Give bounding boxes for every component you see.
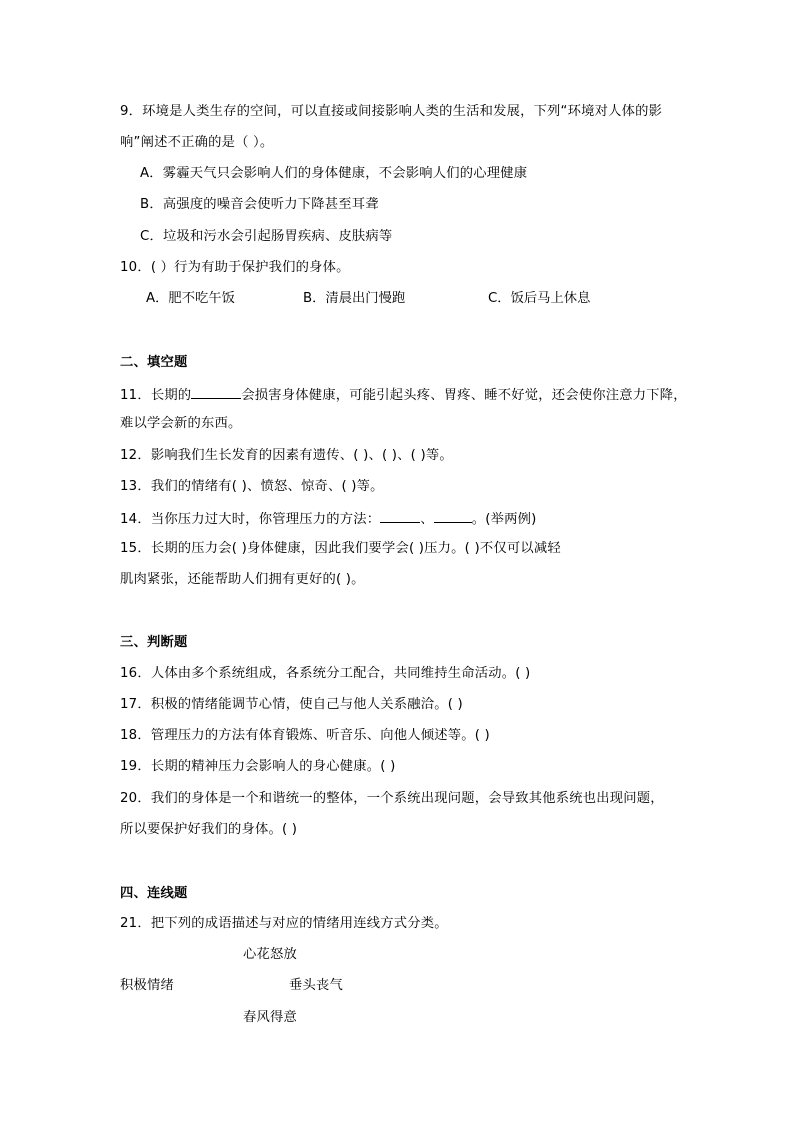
q14-blank-2 (434, 508, 472, 523)
q11-line2: 难以学会新的东西。 (120, 416, 242, 431)
q10-option-b: B．清晨出门慢跑 (303, 291, 406, 306)
idiom-2: 垂头丧气 (289, 978, 343, 993)
q14-text-b: 。(举两例) (471, 512, 537, 527)
q14-text-a: 14．当你压力过大时，你管理压力的方法： (120, 512, 381, 527)
category-positive-emotion: 积极情绪 (120, 978, 174, 993)
q10-option-c: C．饭后马上休息 (488, 291, 591, 306)
section-heading-true-false: 三、判断题 (120, 635, 188, 650)
q10-stem: 10．( ）行为有助于保护我们的身体。 (120, 260, 350, 275)
q17: 17．积极的情绪能调节心情，使自己与他人关系融洽。( ) (120, 697, 463, 712)
section-heading-fill-blank: 二、填空题 (120, 355, 188, 370)
q9-stem-line1: 9．环境是人类生存的空间，可以直接或间接影响人类的生活和发展，下列“环境对人体的影 (120, 104, 663, 119)
q14-separator: 、 (420, 512, 434, 527)
idiom-1: 心花怒放 (243, 947, 297, 962)
q14 (120, 508, 537, 530)
q9-option-a: A．雾霾天气只会影响人们的身体健康，不会影响人们的心理健康 (140, 166, 528, 181)
q11-blank (191, 384, 241, 399)
q20-line1: 20．我们的身体是一个和谐统一的整体，一个系统出现问题，会导致其他系统也出现问题， (120, 791, 664, 806)
q19: 19．长期的精神压力会影响人的身心健康。( ) (120, 759, 396, 774)
q20-line2: 所以要保护好我们的身体。( ) (120, 822, 298, 837)
q9-option-b: B．高强度的噪音会使听力下降甚至耳聋 (140, 197, 379, 212)
q11-text-b: 会损害身体健康，可能引起头疼、胃疼、睡不好觉，还会使你注意力下降， (241, 388, 687, 403)
q9-option-c: C．垃圾和污水会引起肠胃疾病、皮肤病等 (140, 229, 393, 244)
q11-line1 (120, 384, 687, 406)
q21-stem: 21．把下列的成语描述与对应的情绪用连线方式分类。 (120, 916, 448, 931)
idiom-3: 春风得意 (243, 1010, 297, 1025)
q14-blank-1 (380, 508, 420, 523)
q15-line1: 15．长期的压力会( )身体健康，因此我们要学会( )压力。( )不仅可以减轻 (120, 541, 561, 556)
q12: 12．影响我们生长发育的因素有遗传、( )、( )、( )等。 (120, 448, 453, 463)
q13: 13．我们的情绪有( )、愤怒、惊奇、( )等。 (120, 479, 384, 494)
q9-stem-line2: 响”阐述不正确的是（ ）。 (120, 135, 274, 150)
q11-text-a: 11．长期的 (120, 388, 192, 403)
q10-option-a: A．肥不吃午饭 (146, 291, 235, 306)
q18: 18．管理压力的方法有体育锻炼、听音乐、向他人倾述等。( ) (120, 728, 490, 743)
q16: 16．人体由多个系统组成，各系统分工配合，共同维持生命活动。( ) (120, 666, 531, 681)
section-heading-matching: 四、连线题 (120, 886, 188, 901)
q15-line2: 肌肉紧张，还能帮助人们拥有更好的( )。 (120, 572, 365, 587)
